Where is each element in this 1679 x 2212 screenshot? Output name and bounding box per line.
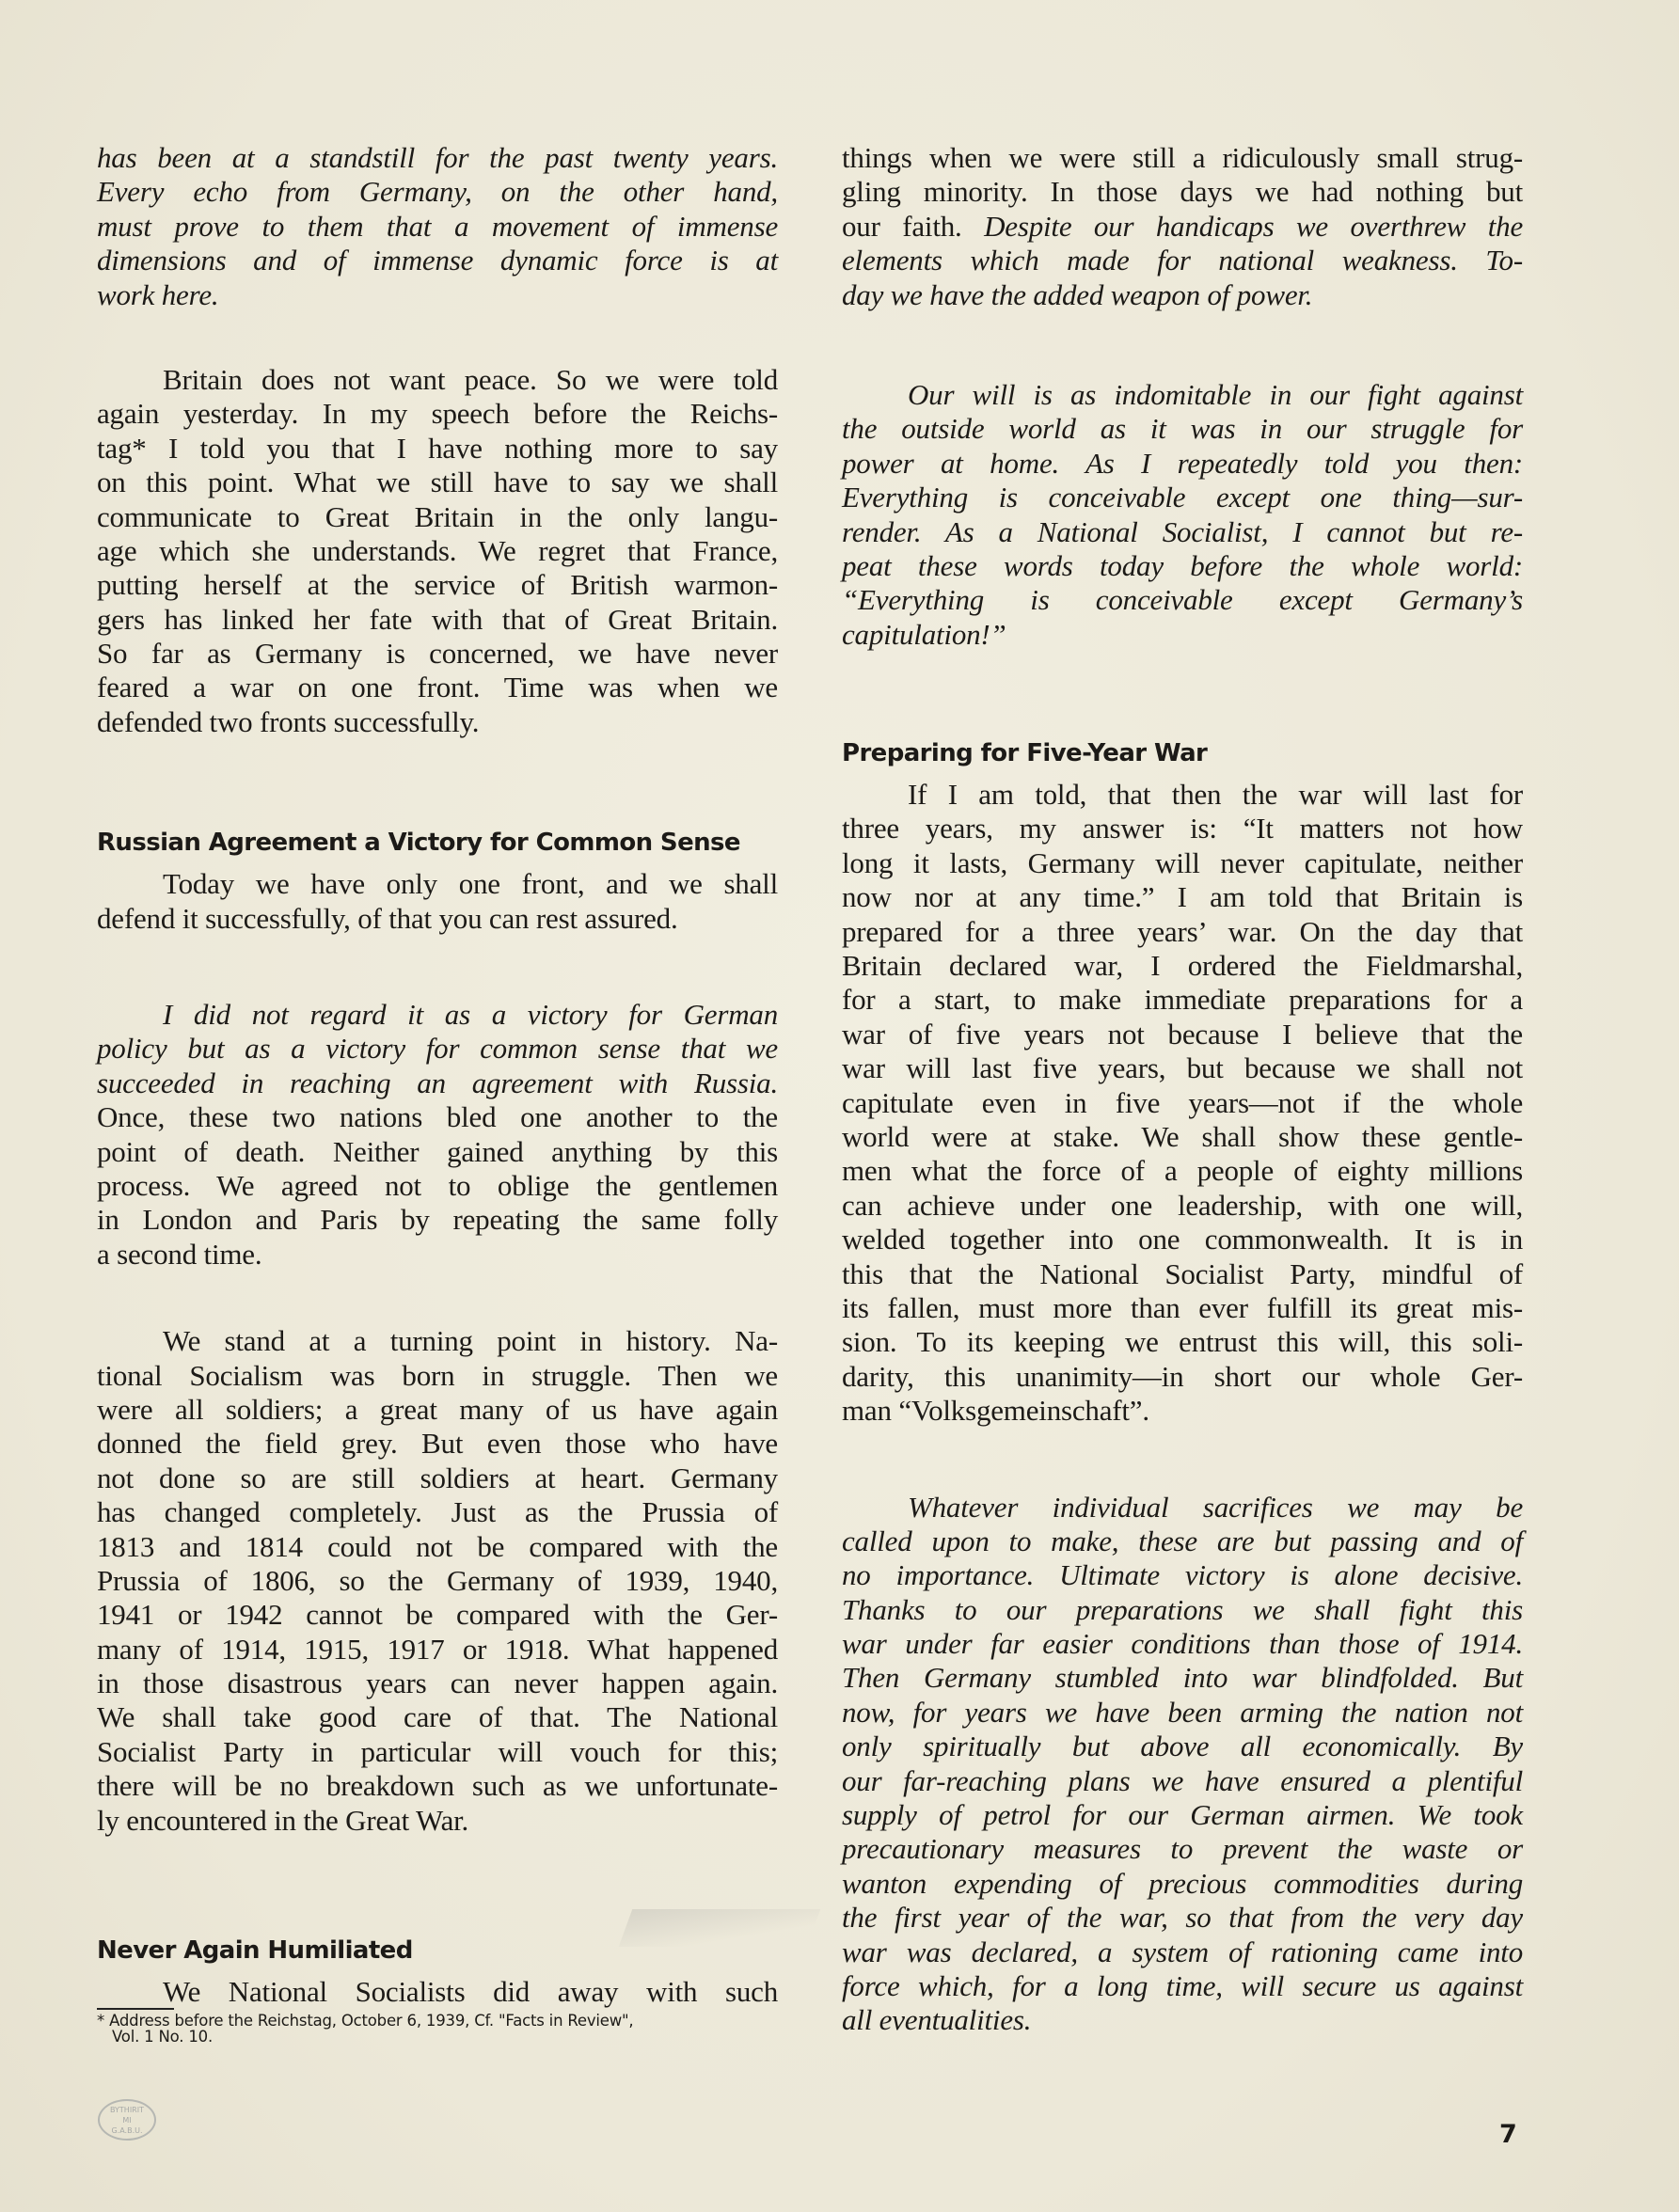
text-line: gers has linked her fate with that of Great Britain. <box>97 602 778 636</box>
text-line: putting herself at the service of British warmon- <box>97 568 778 602</box>
text-line: for a start, to make immediate preparations for a <box>842 983 1523 1017</box>
text-line: Britain declared war, I ordered the Fieldmarshal, <box>842 949 1523 983</box>
text-line: gling minority. In those days we had nothing but <box>842 175 1523 209</box>
text-line: again yesterday. In my speech before the Reichs- <box>97 397 778 431</box>
text-line: point of death. Neither gained anything by this <box>97 1134 778 1168</box>
print-smudge <box>619 1909 821 1947</box>
text-line: capitulate even in five years—not if the whole <box>842 1085 1523 1119</box>
text-line: things when we were still a ridiculously small strug- <box>842 141 1523 174</box>
text-line: work here. <box>97 277 219 311</box>
text-line: feared a war on one front. Time was when we <box>97 671 778 704</box>
text-line: capitulation!” <box>842 617 1006 651</box>
text-line: can achieve under one leadership, with one will, <box>842 1188 1523 1222</box>
footnote-line-2: Vol. 1 No. 10. <box>112 2028 213 2046</box>
text-line: Thanks to our preparations we shall fight this <box>842 1592 1523 1626</box>
footnote-marker: * <box>97 2012 105 2030</box>
footnote <box>97 2013 778 2045</box>
paragraph-russia-roman <box>97 1100 778 1272</box>
text-line: has been at a standstill for the past twenty years. <box>97 141 778 174</box>
text-line: all eventualities. <box>842 2003 1032 2037</box>
text-line: defended two fronts successfully. <box>97 704 480 738</box>
text-line: its fallen, must more than ever fulfill its great mis- <box>842 1290 1523 1324</box>
text-line: power at home. As I repeatedly told you then: <box>842 446 1523 480</box>
footnote-rule <box>97 2008 174 2010</box>
text-line: no importance. Ultimate victory is alone decisive. <box>842 1558 1523 1592</box>
text-line: many of 1914, 1915, 1917 or 1918. What happened <box>97 1632 778 1666</box>
paragraph-did-away <box>97 1975 778 2009</box>
text-line: Today we have only one front, and we shall <box>163 867 778 901</box>
paragraph-standstill <box>97 141 778 312</box>
text-line: I did not regard it as a victory for German <box>163 998 778 1032</box>
text-line: communicate to Great Britain in the only langu- <box>97 499 778 533</box>
text-line: war of five years not because I believe that the <box>842 1017 1523 1051</box>
text-line: world were at stake. We shall show these gentle- <box>842 1119 1523 1153</box>
paragraph-russia-agreement <box>97 998 778 1272</box>
text-line: 1813 and 1814 could not be compared with the <box>97 1529 778 1563</box>
paragraph-minority-mixed-line: our faith. Despite our handicaps we overthrew the <box>842 209 1523 243</box>
text-line: We shall take good care of that. The National <box>97 1700 778 1734</box>
text-line: day we have the added weapon of power. <box>842 277 1313 311</box>
text-line: now, for years we have been arming the nation not <box>842 1695 1523 1729</box>
paragraph-turning-point <box>97 1324 778 1838</box>
text-line: called upon to make, these are but passing and of <box>842 1524 1523 1557</box>
text-line: Once, these two nations bled one another to the <box>97 1100 778 1134</box>
paragraph-minority-roman <box>842 141 1523 210</box>
paragraph-britain-no-peace <box>97 363 778 739</box>
text-line: ly encountered in the Great War. <box>97 1803 469 1837</box>
text-line: donned the field grey. But even those who have <box>97 1427 778 1461</box>
paragraph-indomitable-will <box>842 378 1523 652</box>
right-column <box>842 141 1523 2038</box>
text-line: war was declared, a system of rationing came into <box>842 1935 1523 1968</box>
heading-russian-agreement: Russian Agreement a Victory for Common Sense <box>97 829 740 858</box>
paragraph-individual-sacrifices <box>842 1491 1523 2038</box>
text-line: precautionary measures to prevent the waste or <box>842 1832 1523 1866</box>
text-line: war will last five years, but because we shall not <box>842 1051 1523 1085</box>
text-line: render. As a National Socialist, I cannot but re- <box>842 514 1523 548</box>
text-line: peat these words today before the whole world: <box>842 548 1523 582</box>
paragraph-three-years <box>842 778 1523 1428</box>
text-line: policy but as a victory for common sense that we <box>97 1032 778 1066</box>
text-line: three years, my answer is: “It matters not how <box>842 812 1523 845</box>
text-line: Our will is as indomitable in our fight against <box>908 377 1523 411</box>
text-line: darity, this unanimity—in short our whole Ger- <box>842 1359 1523 1393</box>
heading-five-year-war: Preparing for Five-Year War <box>842 739 1208 768</box>
text-line: welded together into one commonwealth. It is in <box>842 1223 1523 1256</box>
text-line: tional Socialism was born in struggle. Then we <box>97 1358 778 1392</box>
text-line: We stand at a turning point in history. Na- <box>163 1324 778 1358</box>
paragraph-russia-italic <box>97 998 778 1100</box>
text-line: elements which made for national weakness. To- <box>842 244 1523 277</box>
text-line: war under far easier conditions than those of 1914. <box>842 1627 1523 1661</box>
text-line: tag* I told you that I have nothing more to say <box>97 431 778 465</box>
text-line: succeeded in reaching an agreement with Russia. <box>97 1066 778 1099</box>
text-line: wanton expending of precious commodities during <box>842 1866 1523 1900</box>
text-line: our far-reaching plans we have ensured a plentiful <box>842 1763 1523 1797</box>
footnote-line-1: * Address before the Reichstag, October 6, 1939, Cf. "Facts in Review", <box>97 2012 634 2030</box>
text-line: men what the force of a people of eighty millions <box>842 1154 1523 1188</box>
paragraph-small-minority <box>842 141 1523 312</box>
text-line: this that the National Socialist Party, mindful of <box>842 1256 1523 1290</box>
text-line: not done so are still soldiers at heart. Germany <box>97 1461 778 1494</box>
text-line: a second time. <box>97 1237 262 1271</box>
text-line: If I am told, that then the war will last for <box>908 778 1523 812</box>
text-line: supply of petrol for our German airmen. We took <box>842 1798 1523 1832</box>
text-line: on this point. What we still have to say we shall <box>97 466 778 499</box>
text-line: the outside world as it was in our struggle for <box>842 412 1523 446</box>
text-line: sion. To its keeping we entrust this will, this soli- <box>842 1325 1523 1359</box>
text-line: in London and Paris by repeating the same folly <box>97 1203 778 1237</box>
text-line: 1941 or 1942 cannot be compared with the Ger- <box>97 1598 778 1632</box>
text-line: in those disastrous years can never happen again. <box>97 1667 778 1700</box>
text-line: Prussia of 1806, so the Germany of 1939, 1940, <box>97 1563 778 1597</box>
paragraph-minority-italic <box>842 244 1523 312</box>
text-line: force which, for a long time, will secure us against <box>842 1968 1523 2002</box>
text-line: Everything is conceivable except one thing—sur- <box>842 481 1523 514</box>
text-line: Socialist Party in particular will vouch for this; <box>97 1734 778 1768</box>
text-line: prepared for a three years’ war. On the day that <box>842 914 1523 948</box>
paragraph-one-front <box>97 867 778 936</box>
text-line: Every echo from Germany, on the other hand, <box>97 175 778 209</box>
left-column <box>97 141 778 2009</box>
text-line: there will be no breakdown such as we unfortunate- <box>97 1769 778 1803</box>
text-line: must prove to them that a movement of immense <box>97 209 778 243</box>
page-number: 7 <box>1499 2120 1517 2149</box>
text-line: Britain does not want peace. So we were told <box>163 362 778 396</box>
text-line: long it lasts, Germany will never capitulate, neither <box>842 845 1523 879</box>
text-line: were all soldiers; a great many of us have again <box>97 1392 778 1426</box>
text-line: the first year of the war, so that from the very day <box>842 1901 1523 1935</box>
text-line: Then Germany stumbled into war blindfolded. But <box>842 1661 1523 1695</box>
heading-never-again-humiliated: Never Again Humiliated <box>97 1936 413 1966</box>
text-line: age which she understands. We regret that France, <box>97 533 778 567</box>
text-line: process. We agreed not to oblige the gentlemen <box>97 1168 778 1202</box>
text-line: only spiritually but above all economically. By <box>842 1730 1523 1763</box>
text-line: defend it successfully, of that you can rest assured. <box>97 901 678 935</box>
text-line: We National Socialists did away with such <box>163 1975 778 2009</box>
text-line: dimensions and of immense dynamic force is at <box>97 244 778 277</box>
text-line: “Everything is conceivable except Germany’s <box>842 583 1523 617</box>
text-line: Whatever individual sacrifices we may be <box>908 1490 1523 1524</box>
text-line: now nor at any time.” I am told that Britain is <box>842 880 1523 914</box>
text-line: man “Volksgemeinschaft”. <box>842 1394 1149 1428</box>
library-stamp: BYTHIRIT MI G.A.B.U. <box>98 2099 156 2141</box>
text-line: has changed completely. Just as the Prussia of <box>97 1495 778 1529</box>
text-line: So far as Germany is concerned, we have never <box>97 637 778 671</box>
